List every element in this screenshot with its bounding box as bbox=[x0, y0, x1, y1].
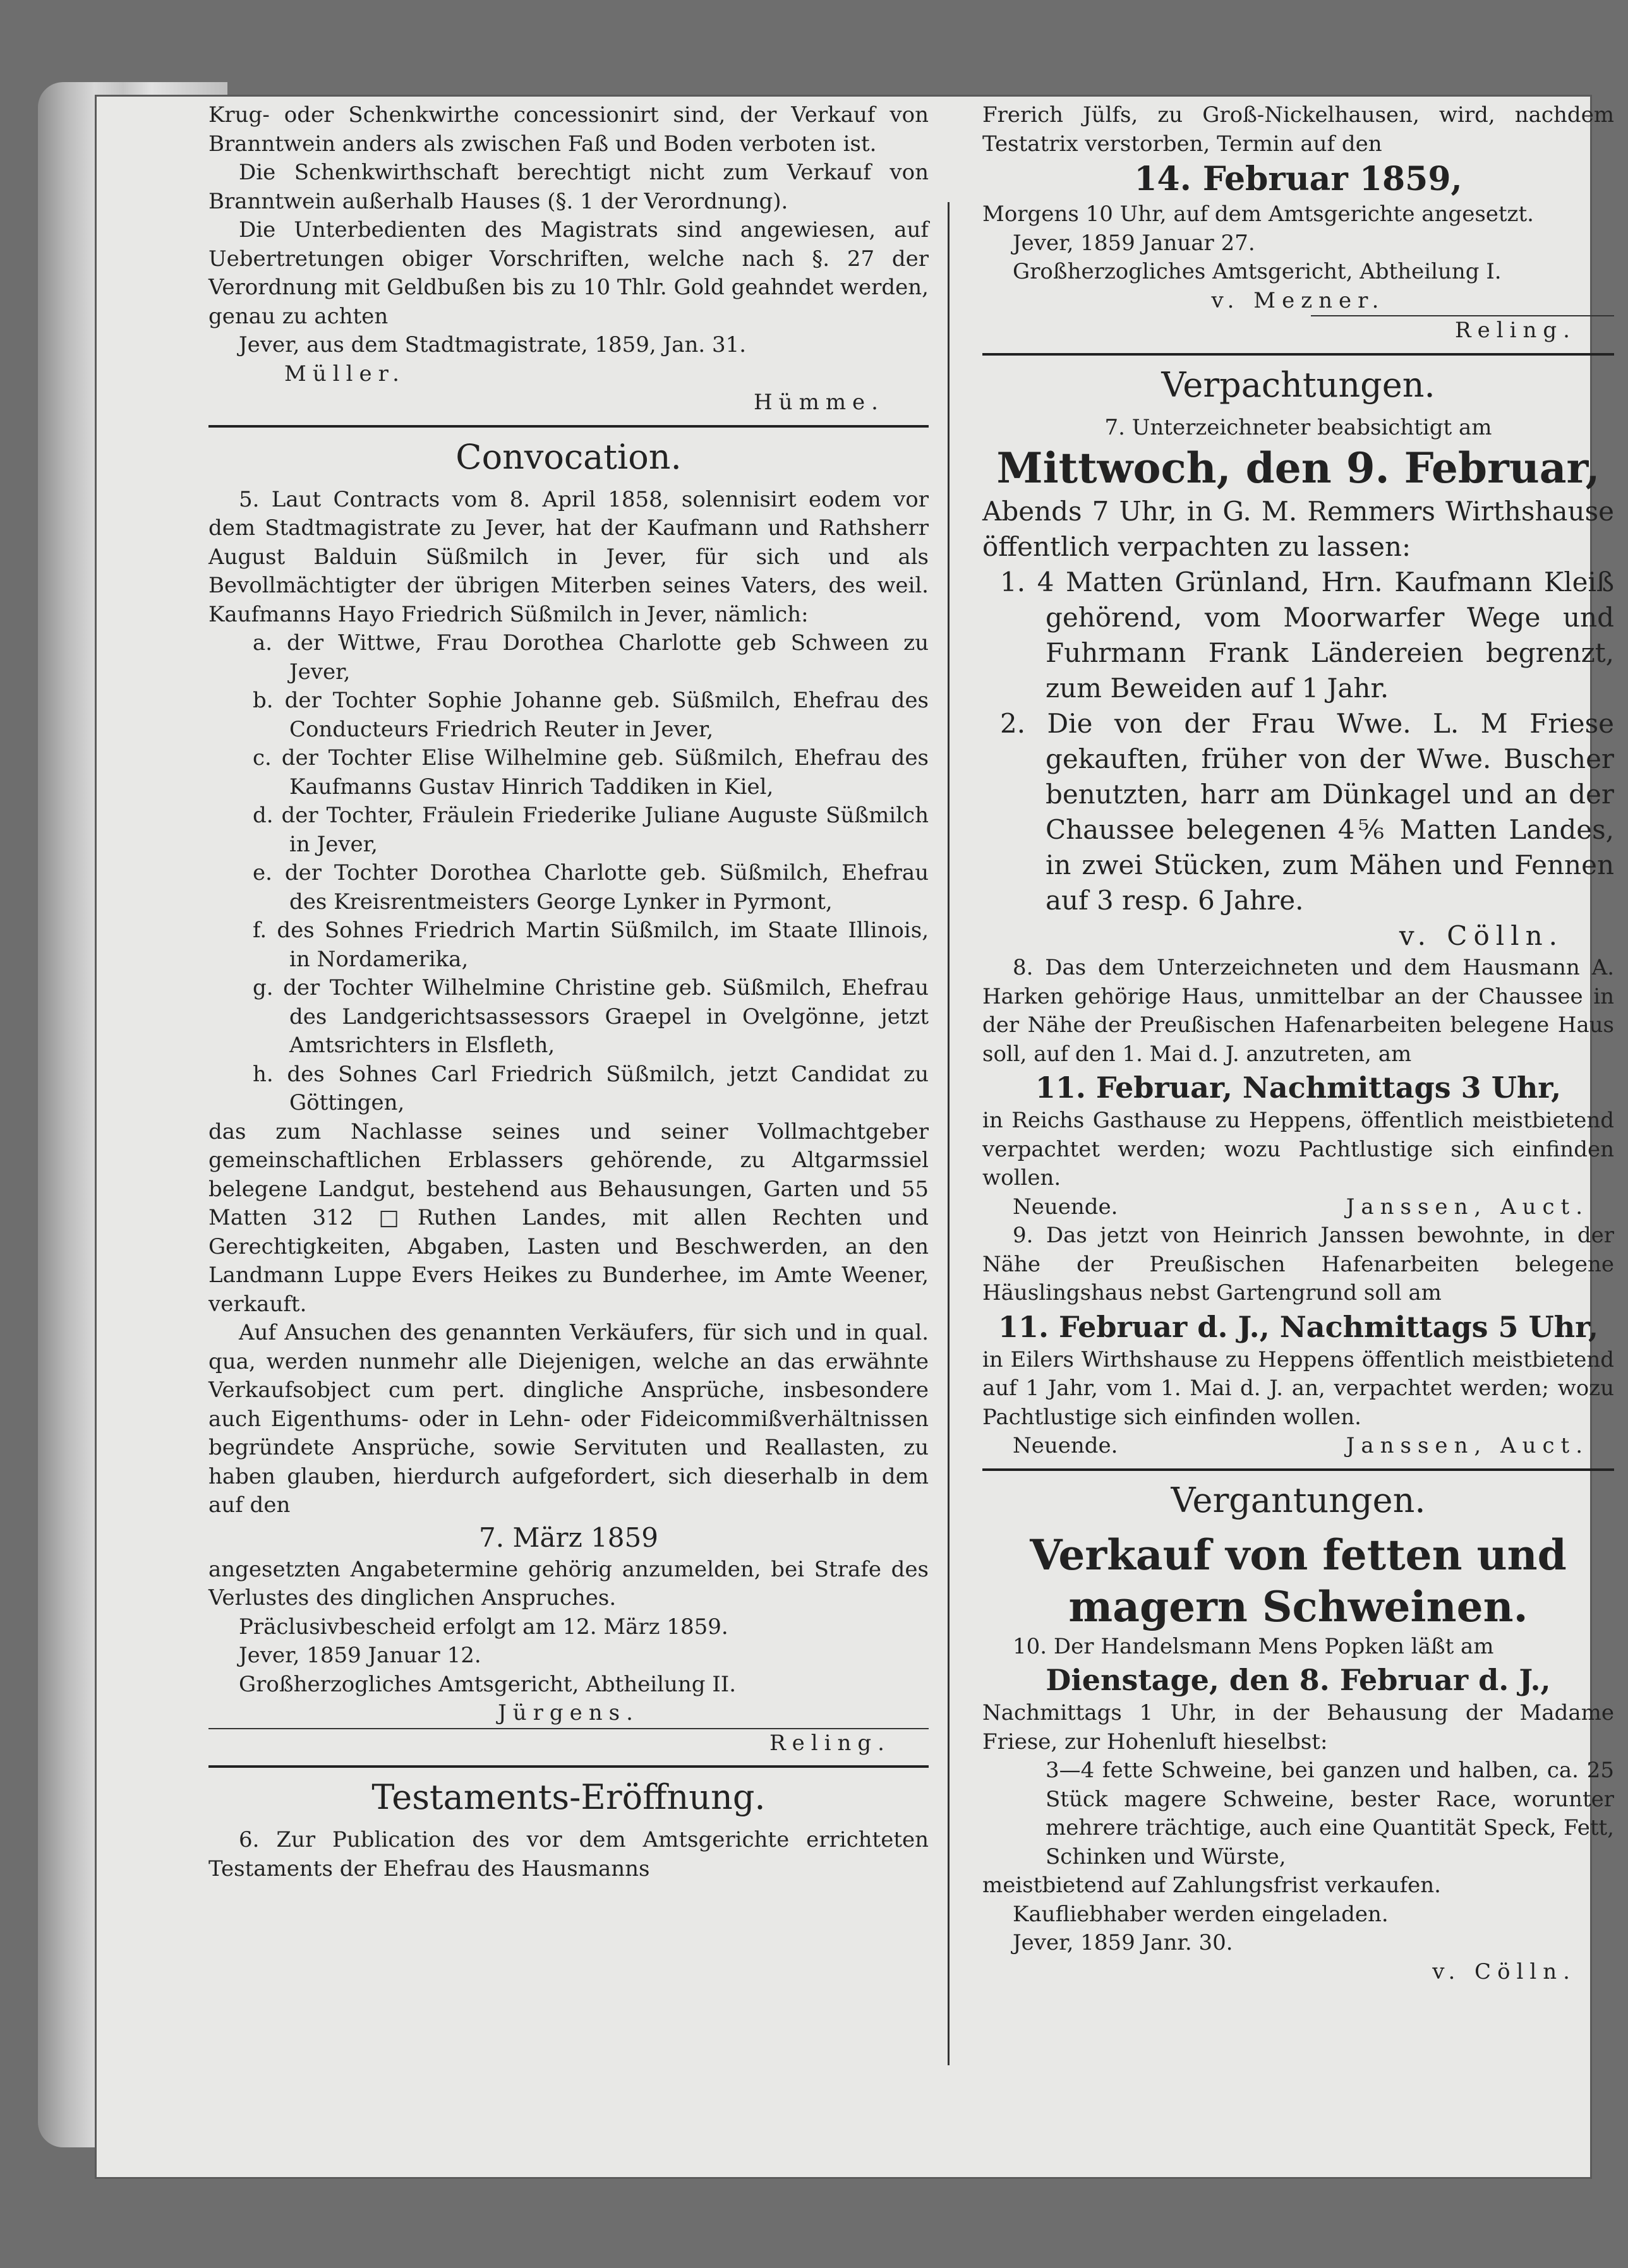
notice-9-body: 9. Das jetzt von Heinrich Janssen bewohnte, in der Nähe der Preußischen Hafenarbeiten belegene Häuslingshaus nebst Gartengrund soll am bbox=[982, 1223, 1614, 1305]
section-rule bbox=[208, 1765, 929, 1768]
convocation-court: Großherzogliches Amtsgericht, Abtheilung II. bbox=[239, 1671, 736, 1697]
notice-10-signature: v. Cölln. bbox=[1432, 1959, 1576, 1984]
intro-signature-1: Müller. bbox=[284, 361, 406, 387]
section-rule bbox=[982, 353, 1614, 356]
testament-signature-2: Reling. bbox=[1455, 318, 1576, 343]
convocation-signature-1: Jürgens. bbox=[498, 1700, 639, 1725]
convocation-signature-2: Reling. bbox=[769, 1730, 891, 1756]
testament-date: 14. Februar 1859, bbox=[1134, 160, 1462, 198]
vergantungen-heading: Vergantungen. bbox=[1171, 1480, 1426, 1520]
convocation-body: das zum Nachlasse seines und seiner Vollmachtgeber gemeinschaftlichen Erblassers gehörende, zu Altgarmssiel belegene Landgut, bestehend aus Behausungen, Garten und 55 Matten 312 □Ruthen Landes, mit allen Rechten und Gerechtigkeiten, Abgaben, Lasten und Beschwerden, an den Landmann Luppe Evers Heikes zu Bunderhee, im Amte Weener, verkauft. bbox=[208, 1119, 929, 1317]
notice-8-date: 11. Februar, Nachmittags 3 Uhr, bbox=[1035, 1071, 1562, 1105]
convocation-body-2: Auf Ansuchen des genannten Verkäufers, für sich und in qual. qua, werden nunmehr alle Diejenigen, welche an das erwähnte Verkaufsobject cum pert. dingliche Ansprüche, insbesondere auch Eigenthums- oder in Lehn- oder Fideicommißverhältnissen begründete Ansprüche, sowie Servituten und Reallasten, zu haben glauben, hierdurch aufgefordert, sich dieserhalb in dem auf den bbox=[208, 1320, 929, 1518]
heir-a: a. der Wittwe, Frau Dorothea Charlotte geb Schween zu Jever, bbox=[253, 630, 929, 685]
intro-paragraph-1: Krug- oder Schenkwirthe concessionirt sind, der Verkauf von Branntwein anders als zwischen Faß und Boden verboten ist. bbox=[208, 102, 929, 157]
convocation-intro: 5. Laut Contracts vom 8. April 1858, solennisirt eodem vor dem Stadtmagistrate zu Jever, hat der Kaufmann und Rathsherr August Balduin Süßmilch in Jever, für sich und als Bevollmächtigter der übrigen Miterben seines Vaters, des weil. Kaufmanns Hayo Friedrich Süßmilch in Jever, nämlich: bbox=[208, 486, 929, 627]
testament-court: Großherzogliches Amtsgericht, Abtheilung I. bbox=[1013, 259, 1502, 284]
heir-e: e. der Tochter Dorothea Charlotte geb. Süßmilch, Ehefrau des Kreisrentmeisters George Lynker in Pyrmont, bbox=[253, 860, 929, 915]
notice-9-body-2: in Eilers Wirthshause zu Heppens öffentlich meistbietend auf 1 Jahr, vom 1. Mai d. J. an, verpachtet werden; wozu Pachtlustige sich einfinden wollen. bbox=[982, 1347, 1614, 1430]
heir-f: f. des Sohnes Friedrich Martin Süßmilch, im Staate Illinois, in Nordamerika, bbox=[253, 918, 929, 972]
notice-10-items: 3—4 fette Schweine, bei ganzen und halben, ca. 25 Stück magere Schweine, bester Race, worunter mehrere trächtige, auch eine Quantität Speck, Fett, Schinken und Würste, bbox=[1046, 1758, 1614, 1869]
notice-10-invite: Kaufliebhaber werden eingeladen. bbox=[1013, 1901, 1389, 1927]
testament-time: Morgens 10 Uhr, auf dem Amtsgerichte angesetzt. bbox=[982, 201, 1534, 227]
heir-c: c. der Tochter Elise Wilhelmine geb. Süßmilch, Ehefrau des Kaufmanns Gustav Hinrich Taddiken in Kiel, bbox=[253, 745, 929, 800]
notice-8-body: 8. Das dem Unterzeichneten und dem Hausmann A. Harken gehörige Haus, unmittelbar an der Chaussee in der Nähe der Preußischen Hafenarbeiten belegene Haus soll, auf den 1. Mai d. J. anzutreten, am bbox=[982, 955, 1614, 1067]
heir-h: h. des Sohnes Carl Friedrich Süßmilch, jetzt Candidat zu Göttingen, bbox=[253, 1061, 929, 1115]
notice-10-body: 10. Der Handelsmann Mens Popken läßt am bbox=[1013, 1633, 1494, 1659]
notice-10-body-2: Nachmittags 1 Uhr, in der Behausung der Madame Friese, zur Hohenluft hieselbst: bbox=[982, 1700, 1614, 1755]
notice-8-signature: Janssen, Auct. bbox=[1346, 1194, 1589, 1220]
heir-g: g. der Tochter Wilhelmine Christine geb. Süßmilch, Ehefrau des Landgerichtsassessors Graepel in Ovelgönne, jetzt Amtsrichters in Elsfleth, bbox=[253, 975, 929, 1058]
intro-paragraph-3: Die Unterbedienten des Magistrats sind angewiesen, auf Uebertretungen obiger Vorschriften, welche nach §. 27 der Verordnung mit Geldbußen bis zu 10 Thlr. Gold geahndet werden, genau zu achten bbox=[208, 217, 929, 329]
convocation-date: 7. März 1859 bbox=[479, 1521, 658, 1553]
notice-10-place-date: Jever, 1859 Janr. 30. bbox=[1013, 1930, 1233, 1955]
section-rule bbox=[208, 425, 929, 428]
testament-continued: Frerich Jülfs, zu Groß-Nickelhausen, wird, nachdem Testatrix verstorben, Termin auf den bbox=[982, 102, 1614, 157]
heir-d: d. der Tochter, Fräulein Friederike Juliane Auguste Süßmilch in Jever, bbox=[253, 803, 929, 857]
left-column bbox=[208, 101, 929, 1883]
testament-heading: Testaments-Eröffnung. bbox=[371, 1777, 766, 1817]
notice-9-date: 11. Februar d. J., Nachmittags 5 Uhr, bbox=[998, 1309, 1599, 1344]
notice-7-item-2: 2. Die von der Frau Wwe. L. M Friese gekauften, früher von der Wwe. Buscher benutzten, harr am Dünkagel und an der Chaussee belegenen 4⅚ Matten Landes, in zwei Stücken, zum Mähen und Fennen auf 3 resp. 6 Jahre. bbox=[1000, 708, 1614, 916]
notice-9-signature: Janssen, Auct. bbox=[1346, 1433, 1589, 1458]
intro-place-date: Jever, aus dem Stadtmagistrate, 1859, Jan. 31. bbox=[239, 332, 747, 357]
notice-9-place bbox=[982, 1432, 1614, 1461]
pig-sale-title: Verkauf von fetten und magern Schweinen. bbox=[1030, 1530, 1567, 1631]
intro-signature-2: Hümme. bbox=[754, 390, 884, 415]
verpachtungen-heading: Verpachtungen. bbox=[1161, 364, 1435, 405]
notice-8-body-2: in Reichs Gasthause zu Heppens, öffentlich meistbietend verpachtet werden; wozu Pachtlustige sich einfinden wollen. bbox=[982, 1108, 1614, 1191]
heir-b: b. der Tochter Sophie Johanne geb. Süßmilch, Ehefrau des Conducteurs Friedrich Reuter in Jever, bbox=[253, 688, 929, 742]
notice-7-signature: v. Cölln. bbox=[1399, 920, 1564, 951]
right-column bbox=[982, 101, 1614, 1986]
convocation-heading: Convocation. bbox=[455, 436, 682, 477]
testament-body: 6. Zur Publication des vor dem Amtsgerichte errichteten Testaments der Ehefrau des Hausmanns bbox=[208, 1827, 929, 1881]
convocation-praeclusiv: Präclusivbescheid erfolgt am 12. März 1859. bbox=[239, 1614, 728, 1640]
notice-8-place-text: Neuende. bbox=[1013, 1194, 1118, 1220]
section-rule bbox=[982, 1468, 1614, 1471]
notice-8-place bbox=[982, 1193, 1614, 1222]
notice-9-place-text: Neuende. bbox=[1013, 1433, 1118, 1458]
notice-7-intro: 7. Unterzeichneter beabsichtigt am bbox=[1104, 414, 1492, 440]
notice-7-date: Mittwoch, den 9. Februar, bbox=[996, 443, 1600, 493]
convocation-place-date: Jever, 1859 Januar 12. bbox=[239, 1643, 481, 1668]
convocation-body-3: angesetzten Angabetermine gehörig anzumelden, bei Strafe des Verlustes des dinglichen Anspruches. bbox=[208, 1556, 929, 1611]
notice-7-item-1: 1. 4 Matten Grünland, Hrn. Kaufmann Kleiß gehörend, vom Moorwarfer Wege und Fuhrmann Frank Ländereien begrenzt, zum Beweiden auf 1 Jahr. bbox=[1000, 567, 1614, 704]
notice-10-body-3: meistbietend auf Zahlungsfrist verkaufen. bbox=[982, 1873, 1441, 1898]
testament-place-date: Jever, 1859 Januar 27. bbox=[1013, 230, 1255, 256]
notice-10-date: Dienstage, den 8. Februar d. J., bbox=[1046, 1663, 1551, 1697]
intro-paragraph-2: Die Schenkwirthschaft berechtigt nicht zum Verkauf von Branntwein außerhalb Hauses (§. 1 der Verordnung). bbox=[208, 160, 929, 214]
notice-7-body: Abends 7 Uhr, in G. M. Remmers Wirthshause öffentlich verpachten zu lassen: bbox=[982, 496, 1614, 562]
testament-signature-1: v. Mezner. bbox=[1211, 287, 1385, 313]
column-divider bbox=[948, 202, 950, 2065]
